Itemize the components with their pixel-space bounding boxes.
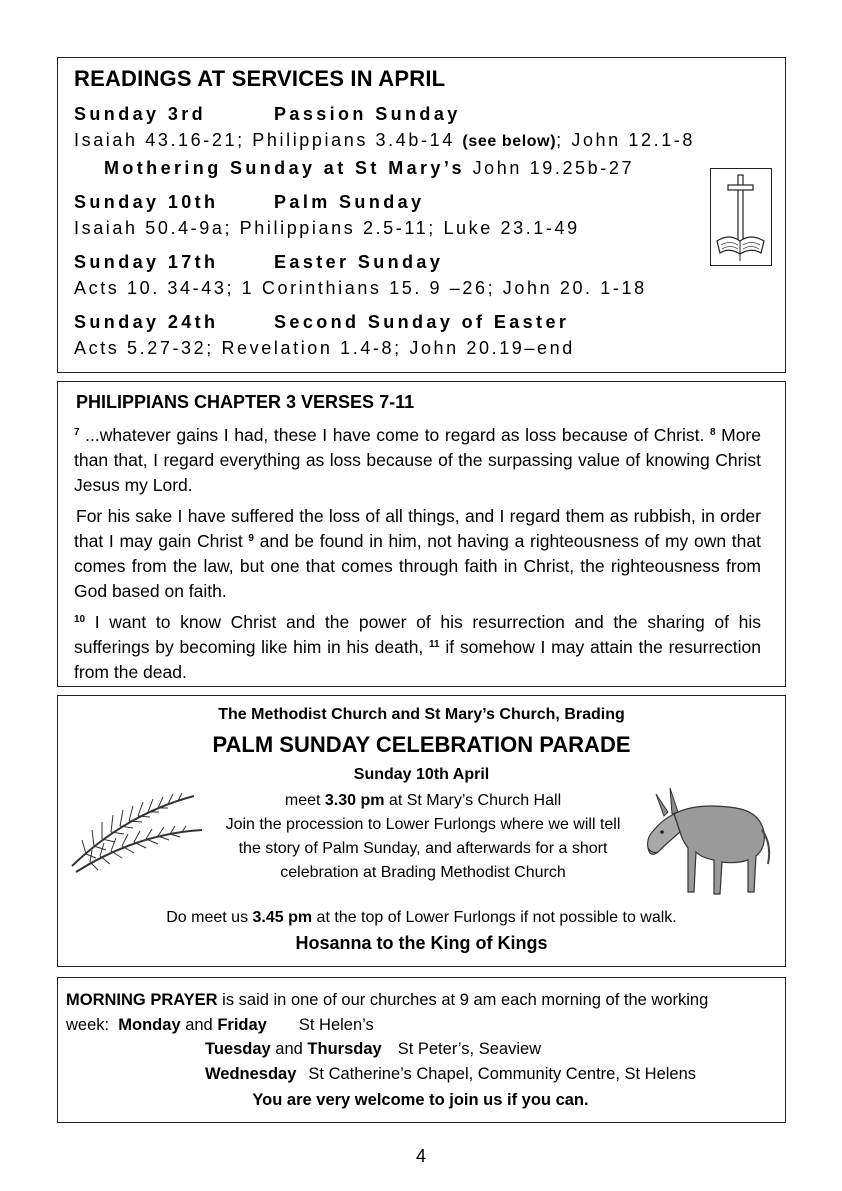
verse-number: 8 [709,427,716,438]
reading-week-heading [74,249,771,275]
reading-texts: Acts 10. 34-43; 1 Corinthians 15. 9 –26; John 20. 1-18 [74,278,647,298]
scripture-text: ...whatever gains I had, these I have come to regard as loss because of Christ. [79,425,710,445]
week-day: Sunday 24th [74,312,219,332]
closing-line: Hosanna to the King of Kings [295,933,548,953]
week-day: Sunday 10th [74,192,219,212]
event-description: Join the procession to Lower Furlongs where we will tell the story of Palm Sunday, and afterwards for a short celebration at Brading Methodist Church [225,816,621,881]
location: St Helen’s [298,1015,374,1034]
palm-sunday-box [57,695,786,967]
morning-prayer-box [57,977,786,1123]
page-number: 4 [415,1146,426,1166]
location: St Peter’s, Seaview [397,1040,542,1058]
prayer-title: MORNING PRAYER [66,991,218,1009]
day-thursday: Thursday [307,1040,382,1058]
scripture-text: I want to know Christ and the power of his resurrection and the sharing of his sufferings by becoming like him in his death, [74,612,761,657]
philippians-title: PHILIPPIANS CHAPTER 3 VERSES 7-11 [76,392,415,412]
location: St Catherine’s Chapel, Community Centre, St Helens [308,1064,697,1083]
scripture-text: if somehow I may attain the resurrection from the dead. [74,637,761,682]
week-day: Sunday 17th [74,252,219,272]
event-title: PALM SUNDAY CELEBRATION PARADE [212,732,631,757]
day-tuesday: Tuesday [205,1040,271,1058]
event-date: Sunday 10th April [353,766,490,783]
verse-number: 11 [429,639,440,650]
prayer-schedule-row [66,1062,775,1087]
week-name: Palm Sunday [274,192,425,212]
scripture-paragraph [74,504,761,604]
cross-bible-illustration [710,168,772,266]
reading-texts: Acts 5.27-32; Revelation 1.4-8; John 20.19–end [74,338,575,358]
readings-box [57,57,786,373]
reading-texts [74,127,771,155]
scripture-paragraph [74,423,761,498]
verse-number: 9 [248,533,254,544]
day-wednesday: Wednesday [205,1064,297,1083]
meet-time: 3.30 pm [324,792,385,809]
see-below-note: (see below) [462,133,557,150]
philippians-box [57,381,786,687]
meet-line: meet 3.30 pm at St Mary’s Church Hall [284,792,562,809]
week-day: Sunday 3rd [74,104,207,124]
reading-texts: Isaiah 50.4-9a; Philippians 2.5-11; Luke 23.1-49 [74,218,580,238]
scripture-text: For his sake I have suffered the loss of all things, and I regard them as rubbish, in order that I may gain Christ [74,506,761,551]
verse-number: 7 [74,427,80,438]
scripture-paragraph [74,610,761,685]
palm-leaf-icon [66,784,206,876]
mothering-text: John 19.25b-27 [464,158,635,178]
donkey-icon [636,774,776,902]
scripture-text: and be found in him, not having a righteousness of my own that comes from the law, but one that comes through faith in Christ, the righteousness from God based on faith. [74,531,761,601]
mothering-label: Mothering Sunday at St Mary’s [104,158,465,178]
day-friday: Friday [217,1015,267,1034]
prayer-closing: You are very welcome to join us if you can. [252,1091,589,1109]
prayer-schedule-row: Tuesday and Thursday St Peter’s, Seaview [205,1040,542,1058]
organisers: The Methodist Church and St Mary’s Church, Brading [218,706,625,723]
reading-week-heading [74,189,771,215]
mothering-sunday-line [74,155,771,181]
prayer-intro-text: is said in one of our churches at 9 am each morning of the working week: [66,991,709,1034]
reading-week-heading [74,309,771,335]
scripture-text: More than that, I regard everything as loss because of the surpassing value of knowing Christ Jesus my Lord. [74,425,761,495]
reading-text: Isaiah 43.16-21; Philippians 3.4b-14 [74,130,463,150]
reading-week-heading [74,101,771,127]
cross-bible-icon [711,169,771,265]
reading-text: ; John 12.1-8 [556,130,696,150]
meet-us-line: Do meet us 3.45 pm at the top of Lower Furlongs if not possible to walk. [166,909,677,926]
event-details [218,789,628,885]
readings-title: READINGS AT SERVICES IN APRIL [74,66,446,91]
verse-number: 10 [74,614,86,625]
week-name: Passion Sunday [274,104,461,124]
prayer-intro: MORNING PRAYER is said in one of our churches at 9 am each morning of the working week: Monday and Friday St Helen’s [66,991,709,1034]
day-monday: Monday [118,1015,181,1034]
week-name: Second Sunday of Easter [274,312,570,332]
meet-us-time: 3.45 pm [252,909,313,926]
week-name: Easter Sunday [274,252,444,272]
